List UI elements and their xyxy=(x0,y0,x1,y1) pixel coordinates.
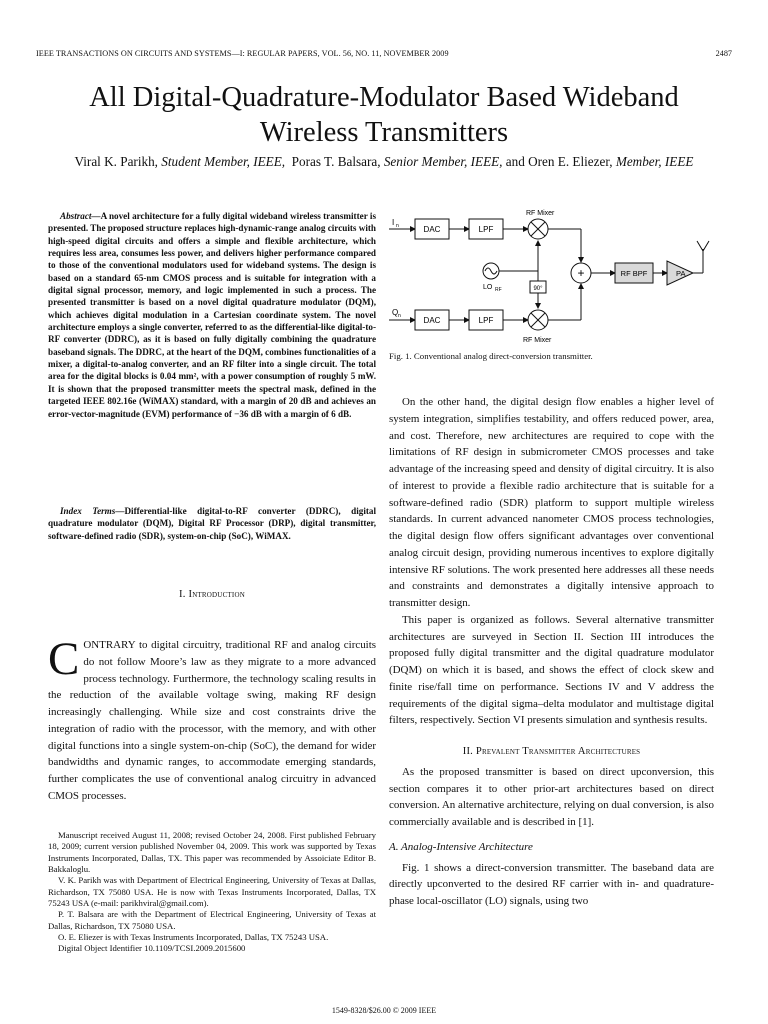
abstract-text: A novel architecture for a fully digital wideband wireless transmitter is presented. The proposed structure replaces high-dynamic-range analog circuits with high-speed digital circuits and offers a simple and flexible architecture, which requires less area, consumes less power, and delivers higher performance compared to those of the conventional modulators used for wideband systems. The design is based on a standard 65-nm CMOS process and is suitable for integration with a digital signal processor, memory, and logic implemented in such a process. The presented transmitter is based on a novel digital quadrature modulator (DQM), which achieves digital modulation in a Cartesian coordinate system. The novel architecture employs a single converter, referred to as the differential-like digital-to-RF converter (DDRC), as it is based on fully digitally combining the quadrature baseband signals. The DDRC, at the heart of the DQM, combines functionalities of a mixer, a digital-to-analog converter, and an RF filter into a single circuit. The total area for the digital blocks is 0.04 mm², with a power consumption of roughly 5 mW. It is shown that the proposed transmitter meets the spectral mask, defined in the targeted IEEE 802.16e (WiMAX) standard, with a margin of 20 dB and achieves an error-vector-magnitude (EVM) performance of −36 dB with a margin of 6 dB. xyxy=(48,211,376,419)
page-footer: 1549-8328/$26.00 © 2009 IEEE xyxy=(331,1006,437,1015)
phase-shift-label: 90° xyxy=(533,286,543,292)
q-input-subscript: n xyxy=(398,313,401,319)
rf-mixer-bottom-label: RF Mixer xyxy=(523,337,552,344)
rf-mixer-top-label: RF Mixer xyxy=(526,210,555,217)
i-input-label: I xyxy=(392,218,395,227)
right-column-body xyxy=(389,394,714,910)
rf-bpf-label: RF BPF xyxy=(620,269,648,278)
introduction-paragraph xyxy=(48,633,376,805)
lo-label: LO xyxy=(483,284,493,291)
section-heading-prevalent-architectures: II. Prevalent Transmitter Architectures xyxy=(462,746,641,757)
author-name: Viral K. Parikh, xyxy=(74,154,158,169)
footnote-manuscript: Manuscript received August 11, 2008; revised October 24, 2008. First published February 18, 2009; current version published November 04, 2009. This work was supported by Texas Instruments Incorporated, Dallas, TX. This paper was recommended by Assoiciate Editor B. Bakkaloglu. xyxy=(48,830,376,875)
footnote-author-balsara: P. T. Balsara are with the Department of Electrical Engineering, University of Texas at Dallas, Richardson, TX 75080 USA. xyxy=(48,909,376,931)
author-role: Senior Member, IEEE, xyxy=(383,154,503,169)
summing-plus-label: + xyxy=(577,266,585,280)
figure-1-caption: Fig. 1. Conventional analog direct-conversion transmitter. xyxy=(389,351,593,361)
abstract xyxy=(48,210,376,420)
section-heading-introduction: I. Introduction xyxy=(179,589,245,600)
paper-title xyxy=(0,80,768,150)
footnote-author-eliezer: O. E. Eliezer is with Texas Instruments Incorporated, Dallas, TX 75243 USA. xyxy=(58,932,329,943)
running-header: IEEE TRANSACTIONS ON CIRCUITS AND SYSTEMS—I: REGULAR PAPERS, VOL. 56, NO. 11, NOVEMBER 2009 xyxy=(36,49,449,58)
dac-label-i: DAC xyxy=(423,225,441,234)
author-list xyxy=(0,154,768,170)
abstract-label: Abstract— xyxy=(60,211,101,221)
lo-subscript: RF xyxy=(495,287,502,293)
paragraph: As the proposed transmitter is based on direct upconversion, this section compares it to other prior-art architectures based on direct conversion. An alternative architecture, relying on dual conversion, is also commercially available and is described in [1]. xyxy=(389,765,714,828)
dac-label-q: DAC xyxy=(423,316,441,325)
subsection-heading-analog-intensive: A. Analog-Intensive Architecture xyxy=(389,840,533,853)
index-terms-label: Index Terms— xyxy=(60,506,125,516)
footnotes xyxy=(48,830,376,955)
title-line-1: All Digital-Quadrature-Modulator Based Wideband xyxy=(89,82,679,113)
author-role: Student Member, IEEE, xyxy=(161,154,286,169)
author-name: and Oren E. Eliezer, xyxy=(505,154,613,169)
page-number: 2487 xyxy=(715,49,732,58)
title-line-2: Wireless Transmitters xyxy=(259,117,509,148)
lpf-label-i: LPF xyxy=(478,225,494,234)
figure-1-diagram xyxy=(385,205,720,345)
drop-cap: C xyxy=(48,633,80,685)
paragraph: This paper is organized as follows. Several alternative transmitter architectures are surveyed in Section II. Section III introduces the proposed fully digital transmitter and the digital quadrature modulator (DQM) on which it is based, and shows the effect of clock skew and finite rise/fall time on performance. Sections IV and V address the requirements of the digital sigma–delta modulator and multistage digital filters, respectively. Section VI presents simulation and synthesis results. xyxy=(389,613,714,727)
paragraph: On the other hand, the digital design flow enables a higher level of system integration, simplifies testability, and offers reduced power, area, and cost. Therefore, new architectures are required to cope with the limitations of RF design in submicrometer CMOS processes and take advantage of the increasing speed and density of digital circuitry. It is also of interest to provide a flexible radio architecture that is suitable for a software-defined radio (SDR) platform to support multiple wireless standards. In current advanced nanometer CMOS process technologies, the digital design flow offers significant advantages over conventional analog circuit design, providing numerous incentives to explore digitally intensive RF solutions. The work presented here addresses all these needs and constraints and demonstrates a digitally intensive approach to transmitter design. xyxy=(389,396,714,609)
introduction-text: ONTRARY to digital circuitry, traditional RF and analog circuits do not follow Moore’s law as they migrate to a more advanced process technology. Furthermore, the technology scaling results in the reduction of the available voltage swing, making RF design increasingly challenging. While size and cost constraints drive the integration of radio with the processor, with the memory, and with other digital functions into a single system-on-chip (SoC), the demand for wider bandwidths and dynamic ranges, to accommodate emerging standards, further complicates the use of conventional analog circuitry in advanced CMOS processes. xyxy=(48,639,376,802)
i-input-subscript: n xyxy=(396,223,399,229)
index-terms-text: Differential-like digital-to-RF converter (DDRC), digital quadrature modulator (DQM), Digital RF Processor (DRP), digital transmitter, software-defined radio (SDR), system-on-chip (SoC), WiMAX. xyxy=(48,506,376,541)
paragraph: Fig. 1 shows a direct-conversion transmitter. The baseband data are directly upconverted to the desired RF carrier with in- and quadrature-phase local-oscillator (LO) signals, using two xyxy=(389,861,714,907)
author-role: Member, IEEE xyxy=(615,154,694,169)
pa-label: PA xyxy=(676,269,686,278)
footnote-author-parikh: V. K. Parikh was with Department of Electrical Engineering, University of Texas at Dallas, Richardson, TX 75080 USA. He is now with Texas Instruments Incorporated, Dallas, TX 75243 USA (e-mail: parikhviral@gmail.com). xyxy=(48,875,376,909)
index-terms xyxy=(48,505,376,542)
q-input-label: Q xyxy=(392,308,399,317)
author-name: Poras T. Balsara, xyxy=(291,154,381,169)
lpf-label-q: LPF xyxy=(478,316,494,325)
footnote-doi: Digital Object Identifier 10.1109/TCSI.2009.2015600 xyxy=(58,943,246,954)
